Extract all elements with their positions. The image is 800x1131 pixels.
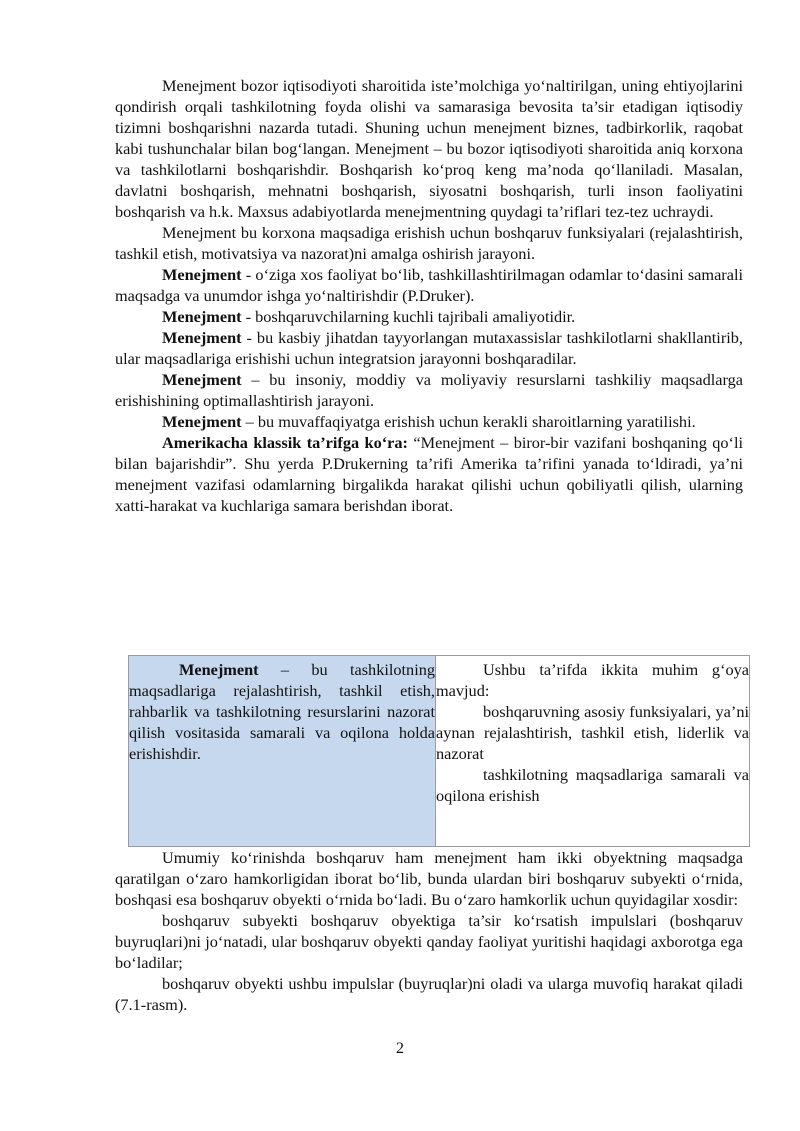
paragraph-definition-specialists xyxy=(115,327,743,369)
definition-text: - boshqaruvchilarning kuchli tajribali amaliyotidir. xyxy=(241,307,576,326)
paragraph-definition-resources xyxy=(115,369,743,411)
definition-text: – bu muvaffaqiyatga erishish uchun kerakli sharoitlarning yaratilishi. xyxy=(241,412,696,431)
main-text-column xyxy=(115,75,743,516)
definition-text: – bu insoniy, moddiy va moliyaviy resurslarni tashkiliy maqsadlarga erishishining optimallashtirish jarayoni. xyxy=(115,370,743,410)
paragraph-definition-druker xyxy=(115,264,743,306)
term-lead: Amerikacha klassik ta’rifga ko‘ra: xyxy=(162,433,408,452)
definition-table xyxy=(128,655,750,847)
definition-cell-text xyxy=(129,659,435,764)
definition-text: - o‘ziga xos faoliyat bo‘lib, tashkillashtirilmagan odamlar to‘dasini samarali maqsadga va unumdor ishga yo‘naltirishdir (P.Druker). xyxy=(115,265,743,305)
paragraph-definition-process: Menejment bu korxona maqsadiga erishish uchun boshqaruv funksiyalari (rejalashtirish, tashkil etish, motivatsiya va nazorat)ni amalga oshirish jarayoni. xyxy=(115,223,743,263)
term-lead: Menejment xyxy=(162,328,242,347)
term-lead: Menejment xyxy=(162,370,242,389)
closing-text-column xyxy=(115,847,743,1015)
paragraph-subject: boshqaruv subyekti boshqaruv obyektiga ta’sir ko‘rsatish impulslari (boshqaruv buyruqlari)ni jo‘natadi, ular boshqaruv obyekti qanday faoliyat yuritishi haqidagi axborotga ega bo‘ladilar; xyxy=(115,911,743,972)
idea-item-2: tashkilotning maqsadlariga samarali va oqilona erishish xyxy=(436,765,749,805)
ideas-cell xyxy=(436,656,750,847)
definition-text: “Menejment – biror-bir vazifani boshqaning qo‘li bilan bajarishdir”. Shu yerda P.Drukerning ta’rifi Amerika ta’rifini yanada to‘ldiradi, ya’ni menejment vazifasi odamlarning birgalikda harakat qilishi uchun qobiliyatli qilish, ularning xatti-harakat va kuchlariga samara berishdan iborat. xyxy=(115,433,743,515)
idea-item-1: boshqaruvning asosiy funksiyalari, ya’ni aynan rejalashtirish, tashkil etish, liderlik va nazorat xyxy=(436,702,749,763)
paragraph-interaction: Umumiy ko‘rinishda boshqaruv ham menejment ham ikki obyektning maqsadga qaratilgan o‘zaro hamkorligidan iborat bo‘lib, bunda ulardan biri boshqaruv subyekti o‘rnida, boshqasi esa boshqaruv obyekti o‘rnida bo‘ladi. Bu o‘zaro hamkorlik uchun quyidagilar xosdir: xyxy=(115,848,743,909)
term-lead: Menejment xyxy=(162,307,242,326)
paragraph-intro: Menejment bozor iqtisodiyoti sharoitida iste’molchiga yo‘naltirilgan, uning ehtiyojlarini qondirish orqali tashkilotning foyda olishi va samarasiga bevosita ta’sir etadigan iqtisodiy tizimni boshqarishni nazarda tutadi. Shuning uchun menejment biznes, tadbirkorlik, raqobat kabi tushunchalar bilan bog‘langan. Menejment – bu bozor iqtisodiyoti sharoitida aniq korxona va tashkilotlarni boshqarishdir. Boshqarish ko‘proq keng ma’noda qo‘llaniladi. Masalan, davlatni boshqarish, mehnatni boshqarish, siyosatni boshqarish, turli inson faoliyatini boshqarish va h.k. Maxsus adabiyotlarda menejmentning quydagi ta’riflari tez-tez uchraydi. xyxy=(115,76,743,221)
page-number: 2 xyxy=(395,1038,405,1057)
term-lead: Menejment xyxy=(179,660,259,679)
paragraph-object: boshqaruv obyekti ushbu impulslar (buyruqlar)ni oladi va ularga muvofiq harakat qiladi (7.1-rasm). xyxy=(115,974,743,1014)
paragraph-definition-success xyxy=(115,411,743,432)
definition-cell xyxy=(129,656,436,847)
ideas-intro: Ushbu ta’rifda ikkita muhim g‘oya mavjud: xyxy=(436,660,749,700)
term-lead: Menejment xyxy=(162,412,242,431)
definition-text: – bu tashkilotning maqsadlariga rejalashtirish, tashkil etish, rahbarlik va tashkilotning resurslarini nazorat qilish vositasida samarali va oqilona holda erishishdir. xyxy=(129,660,435,763)
term-lead: Menejment xyxy=(162,265,242,284)
paragraph-american-definition xyxy=(115,432,743,516)
definition-text: - bu kasbiy jihatdan tayyorlangan mutaxassislar tashkilotlarni shakllantirib, ular maqsadlariga erishishi uchun integratsion jarayonni boshqaradilar. xyxy=(115,328,743,368)
paragraph-definition-practice xyxy=(115,306,743,327)
